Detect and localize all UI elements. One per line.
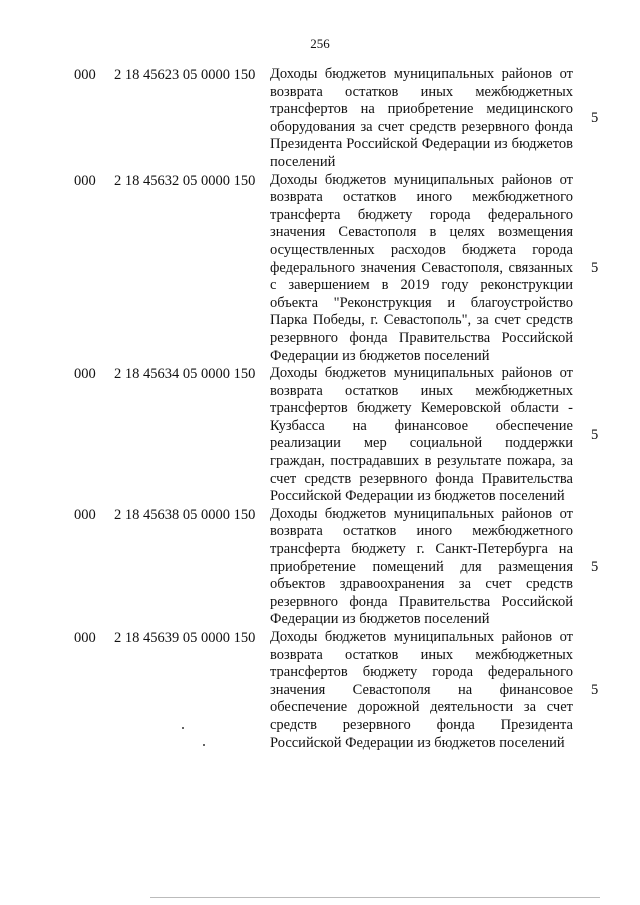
budget-table	[0, 66, 640, 752]
income-description: Доходы бюджетов муниципальных районов от возврата остатков иных межбюджетных трансфертов бюджету города федерального значения Севастополя на финансовое обеспечение дорожной деятельности за счет средств резервного фонда Президента Российской Федерации из бюджетов поселений	[270, 629, 573, 751]
scan-edge-line	[150, 897, 600, 898]
budget-classification-code: 2 18 45639 05 0000 150	[114, 630, 256, 646]
income-description: Доходы бюджетов муниципальных районов от возврата остатков иных межбюджетных трансфертов на приобретение медицинского оборудования за счет средств резервного фонда Президента Российской Федерации из бюджетов поселений	[270, 66, 573, 170]
admin-code: 000	[74, 506, 96, 523]
income-description: Доходы бюджетов муниципальных районов от возврата остатков иного межбюджетного трансферта бюджету города федерального значения Севастополя в целях возмещения осуществленных расходов бюджета города федерального значения Севастополя, связанных с завершением в 2019 году реконструкции объекта "Реконструкция и благоустройство Парка Победы, г. Севастополь", за счет средств резервного фонда Правительства Российской Федерации из бюджетов поселений	[270, 171, 573, 364]
table-row	[0, 506, 640, 629]
income-description: Доходы бюджетов муниципальных районов от возврата остатков иных межбюджетных трансфертов бюджету Кемеровской области - Кузбасса на финансовое обеспечение реализации мер социальной поддержки граждан, пострадавших в результате пожара, за счет средств резервного фонда Правительства Российской Федерации из бюджетов поселений	[270, 365, 573, 505]
budget-classification-code: 2 18 45623 05 0000 150	[114, 67, 256, 83]
amount-value: 5	[591, 259, 599, 276]
amount-value: 5	[591, 426, 599, 443]
income-description: Доходы бюджетов муниципальных районов от возврата остатков иного межбюджетного трансферта бюджету г. Санкт-Петербурга на приобретение помещений для размещения объектов здравоохранения за счет средств резервного фонда Правительства Российской Федерации из бюджетов поселений	[270, 505, 573, 628]
amount-value: 5	[591, 558, 599, 575]
table-row	[0, 172, 640, 366]
table-row	[0, 66, 640, 172]
amount-value: 5	[591, 110, 599, 127]
scan-speck	[203, 744, 205, 746]
scan-speck	[182, 727, 184, 729]
amount-value: 5	[591, 682, 599, 699]
admin-code: 000	[74, 366, 96, 383]
admin-code: 000	[74, 630, 96, 646]
admin-code: 000	[74, 67, 96, 83]
admin-code: 000	[74, 172, 96, 189]
table-row	[0, 365, 640, 506]
budget-classification-code: 2 18 45632 05 0000 150	[114, 172, 256, 189]
page-number: 256	[310, 36, 330, 51]
budget-classification-code: 2 18 45638 05 0000 150	[114, 506, 256, 523]
table-row	[0, 629, 640, 752]
budget-classification-code: 2 18 45634 05 0000 150	[114, 366, 256, 383]
